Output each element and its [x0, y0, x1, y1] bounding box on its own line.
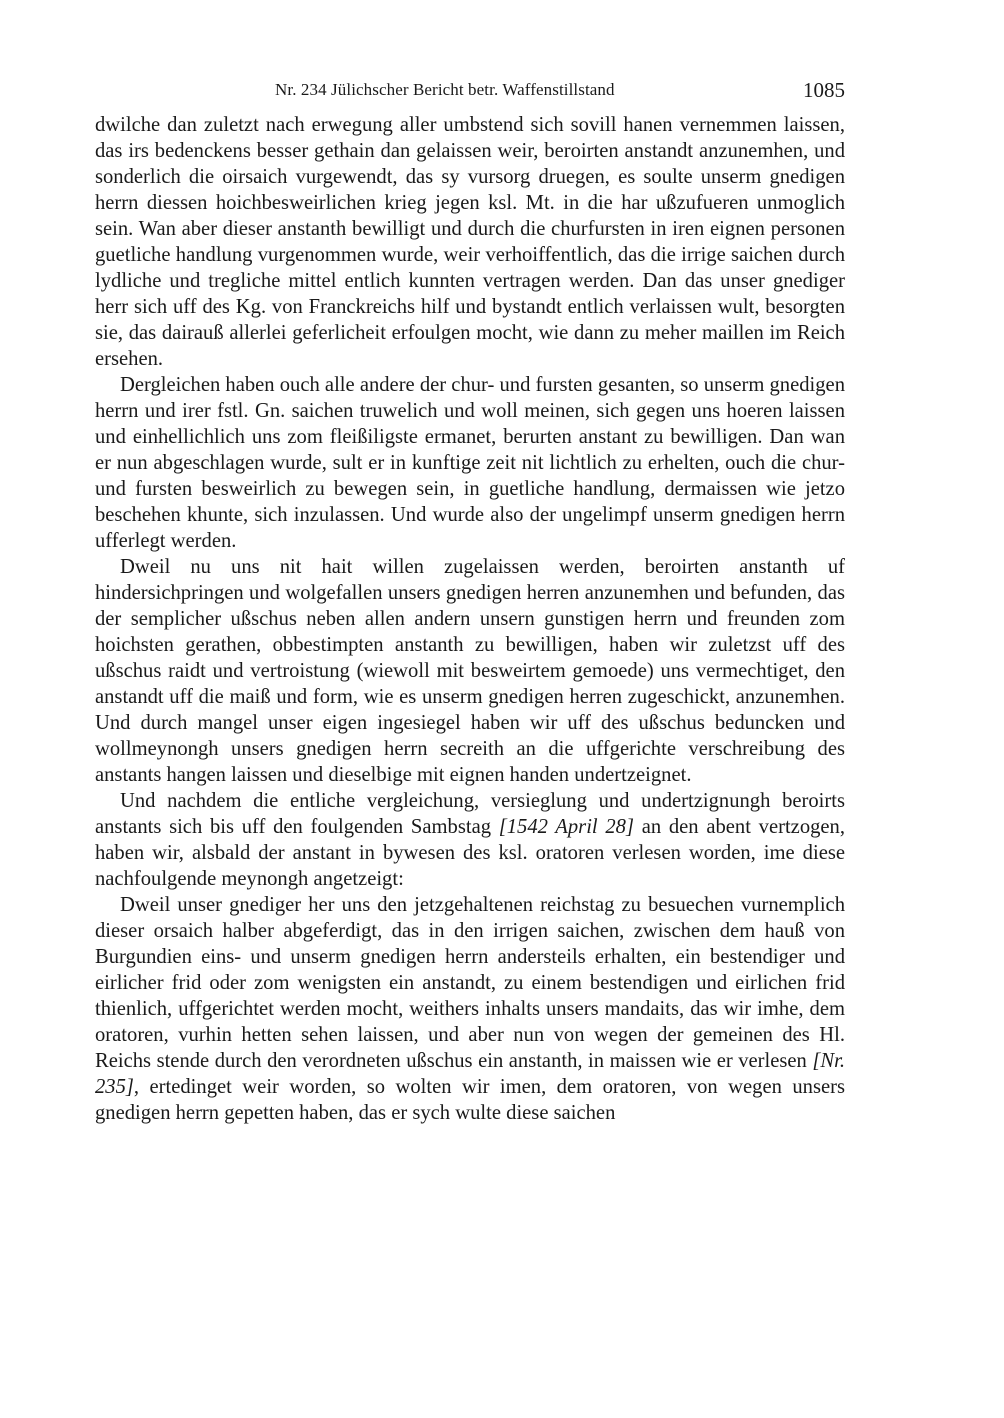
paragraph-text: an den abent vertzogen, haben wir, alsbald der anstant in bywesen des ksl. oratoren verlesen worden, ime diese nachfoulgende meynongh angetzeigt: — [95, 816, 845, 890]
document-reference: [Nr. 235] — [95, 1050, 845, 1098]
paragraph-2 — [95, 372, 845, 554]
paragraph-5 — [95, 892, 845, 1126]
paragraph-text: Dweil nu uns nit hait willen zugelaissen werden, beroirten anstanth uf hindersichpringen und wolgefallen unsers gnedigen herren anzunemhen und befunden, das der semplicher ußschus neben allen andern unsern gunstigen herrn und freunden zom hoichsten gerathen, obbestimpten anstanth zu bewilligen, haben wir zuletzst uff des ußschus raidt und vertroistung (wiewoll mit besweirtem gemoede) uns vermechtiget, den anstandt uff die maiß und form, wie es unserm gnedigen herren zugeschickt, anzunemhen. Und durch mangel unser eigen ingesiegel haben wir uff des ußschus beduncken und wollmeynongh unsers gnedigen herrn secreith an die uffgerichte verschreibung des anstants hangen laissen und dieselbige mit eignen handen undertzeignet. — [95, 556, 845, 786]
paragraph-text: Dweil unser gnediger her uns den jetzgehaltenen reichstag zu besuechen vurnemplich dieser orsaich halber abgeferdigt, das in den irrigen saichen, zwischen dem hauß von Burgundien eins- und unserm gnedigen herrn andersteils erhalten, ein bestendiger und eirlicher frid oder zom wenigsten ein anstandt, zu einem bestendigen und eirlichen frid thienlich, uffgerichtet werden mocht, weithers inhalts unsers mandaits, das wir imhe, dem oratoren, vurhin hetten sehen laissen, und aber nun von wegen der gemeinen des Hl. Reichs stende durch den verordneten ußschus ein anstanth, in maissen wie er verlesen — [95, 894, 845, 1072]
date-reference: [1542 April 28] — [498, 816, 634, 838]
page-number: 1085 — [803, 78, 845, 102]
paragraph-text: dwilche dan zuletzt nach erwegung aller umbstend sich sovill hanen vernemmen laissen, das irs bedenckens besser gethain dan gelaissen weir, beroirten anstandt anzunemhen, und sonderlich die oirsaich vurgewendt, das sy vursorg druegen, es soulte unserm gnedigen herrn diessen hoichbesweirlichen krieg jegen ksl. Mt. in die har ußzufueren unmoglich sein. Wan aber dieser anstanth bewilligt und durch die churfursten in iren eignen personen guetliche handlung vurgenommen wurde, weir verhoiffentlich, das die irrige saichen durch lydliche und tregliche mittel entlich kunnten vertragen werden. Dan das unser gnediger herr sich uff des Kg. von Franckreichs hilf und bystandt entlich verlaissen wult, besorgten sie, das dairauß allerlei geferlicheit erfoulgen mocht, wie dann zu meher maillen im Reich ersehen. — [95, 114, 845, 370]
paragraph-3 — [95, 554, 845, 788]
paragraph-text: , ertedinget weir worden, so wolten wir imen, dem oratoren, von wegen unsers gnedigen herrn gepetten haben, das er sych wulte diese saichen — [95, 1076, 845, 1124]
page-header — [95, 78, 845, 112]
body-text — [95, 112, 845, 1126]
running-title: Nr. 234 Jülichscher Bericht betr. Waffenstillstand — [275, 80, 615, 99]
paragraph-1 — [95, 112, 845, 372]
paragraph-4 — [95, 788, 845, 892]
paragraph-text: Und nachdem die entliche vergleichung, versieglung und undertzignungh beroirts anstants sich bis uff den foulgenden Sambstag — [95, 790, 845, 838]
document-page — [95, 78, 845, 1126]
paragraph-text: Dergleichen haben ouch alle andere der chur- und fursten gesanten, so unserm gnedigen herrn und irer fstl. Gn. saichen truwelich und woll meinen, sich gegen uns hoeren laissen und einhellichlich uns zom fleißiligste ermanet, berurten anstant zu bewilligen. Dan wan er nun abgeschlagen wurde, sult er in kunftige zeit nit lichtlich zu erhelten, ouch die chur- und fursten besweirlich zu bewegen sein, in guetliche handlung, dermaissen wie jetzo beschehen khunte, sich inzulassen. Und wurde also der ungelimpf unserm gnedigen herrn ufferlegt werden. — [95, 374, 845, 552]
